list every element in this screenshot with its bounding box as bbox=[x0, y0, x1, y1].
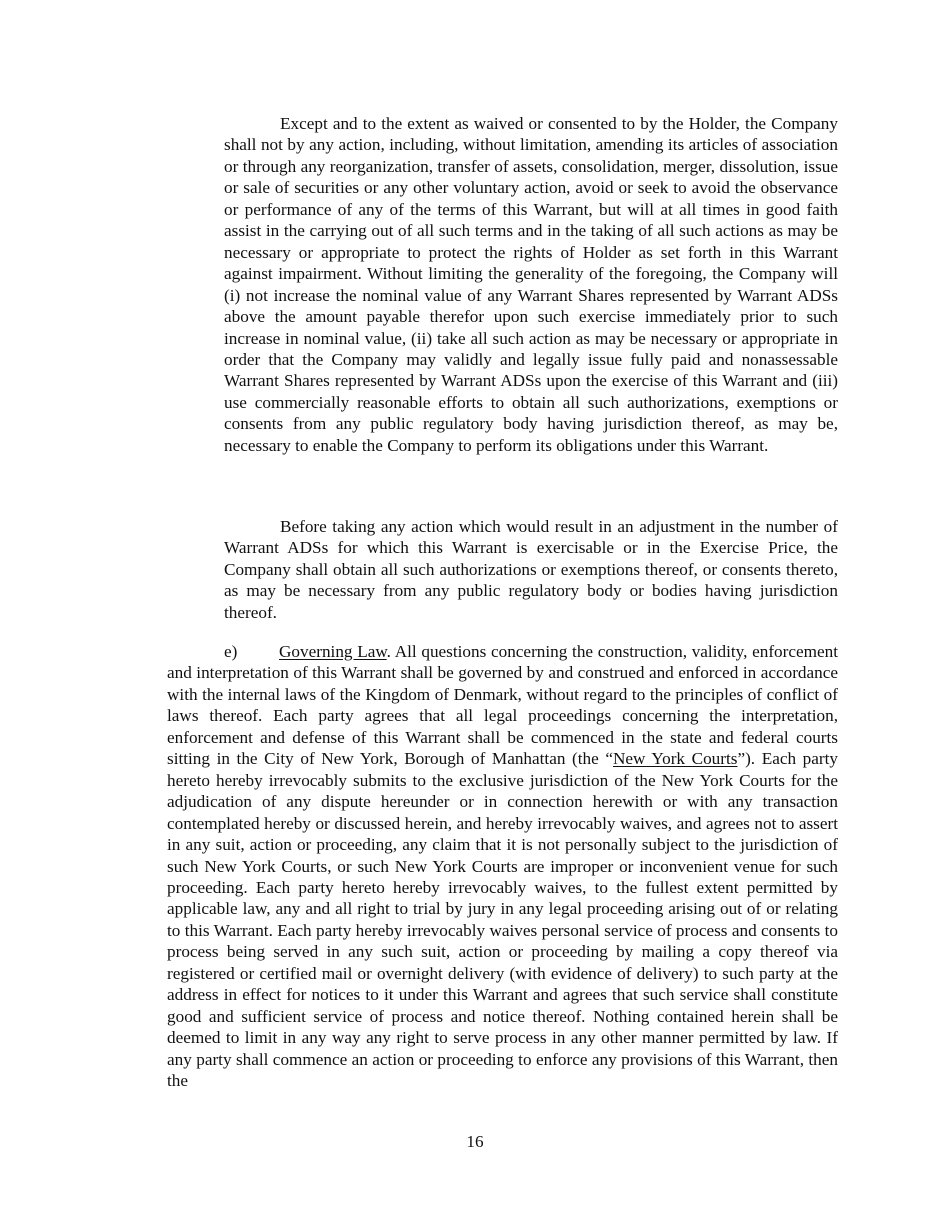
section-text-body: ”). Each party hereto hereby irrevocably submits to the exclusive jurisdiction of the New York Courts for the adjudication of any dispute hereunder or in connection herewith or with any transaction contemplated hereby or discussed herein, and hereby irrevocably waives, and agrees not to assert in any suit, action or proceeding, any claim that it is not personally subject to the jurisdiction of such New York Courts, or such New York Courts are improper or inconvenient venue for such proceeding. Each party hereto hereby irrevocably waives, to the fullest extent permitted by applicable law, any and all right to trial by jury in any legal proceeding arising out of or relating to this Warrant. Each party hereby irrevocably waives personal service of process and consents to process being served in any such suit, action or proceeding by mailing a copy thereof via registered or certified mail or overnight delivery (with evidence of delivery) to such party at the address in effect for notices to it under this Warrant and agrees that such service shall constitute good and sufficient service of process and notice thereof. Nothing contained herein shall be deemed to limit in any way any right to serve process in any other manner permitted by law. If any party shall commence an action or proceeding to enforce any provisions of this Warrant, then the bbox=[167, 749, 838, 1091]
paragraph-authorizations: Before taking any action which would result in an adjustment in the number of Warrant ADSs for which this Warrant is exercisable or in the Exercise Price, the Company shall obtain all such authorizations or exemptions thereof, or consents thereto, as may be necessary from any public regulatory body or bodies having jurisdiction thereof. bbox=[224, 517, 838, 622]
section-governing-law bbox=[167, 641, 838, 1092]
defined-term-new-york-courts: New York Courts bbox=[612, 749, 738, 769]
page-number: 16 bbox=[466, 1132, 484, 1151]
section-text-intro: . All questions concerning the construction, validity, enforcement and interpretation of this Warrant shall be governed by and construed and enforced in accordance with the internal laws of the Kingdom of Denmark, without regard to the principles of conflict of laws thereof. Each party agrees that all legal proceedings concerning the interpretation, enforcement and defense of this Warrant shall be commenced in the state and federal courts sitting in the City of New York, Borough of Manhattan (the “ bbox=[167, 642, 838, 769]
paragraph-non-impairment: Except and to the extent as waived or consented to by the Holder, the Company shall not by any action, including, without limitation, amending its articles of association or through any reorganization, transfer of assets, consolidation, merger, dissolution, issue or sale of securities or any other voluntary action, avoid or seek to avoid the observance or performance of any of the terms of this Warrant, but will at all times in good faith assist in the carrying out of all such terms and in the taking of all such actions as may be necessary or appropriate to protect the rights of Holder as set forth in this Warrant against impairment. Without limiting the generality of the foregoing, the Company will (i) not increase the nominal value of any Warrant Shares represented by Warrant ADSs above the amount payable therefor upon such exercise immediately prior to such increase in nominal value, (ii) take all such action as may be necessary or appropriate in order that the Company may validly and legally issue fully paid and nonassessable Warrant Shares represented by Warrant ADSs upon the exercise of this Warrant and (iii) use commercially reasonable efforts to obtain all such authorizations, exemptions or consents from any public regulatory body having jurisdiction thereof, as may be, necessary to enable the Company to perform its obligations under this Warrant. bbox=[224, 114, 838, 455]
section-heading: Governing Law bbox=[279, 642, 387, 661]
section-number: e) bbox=[224, 642, 238, 661]
